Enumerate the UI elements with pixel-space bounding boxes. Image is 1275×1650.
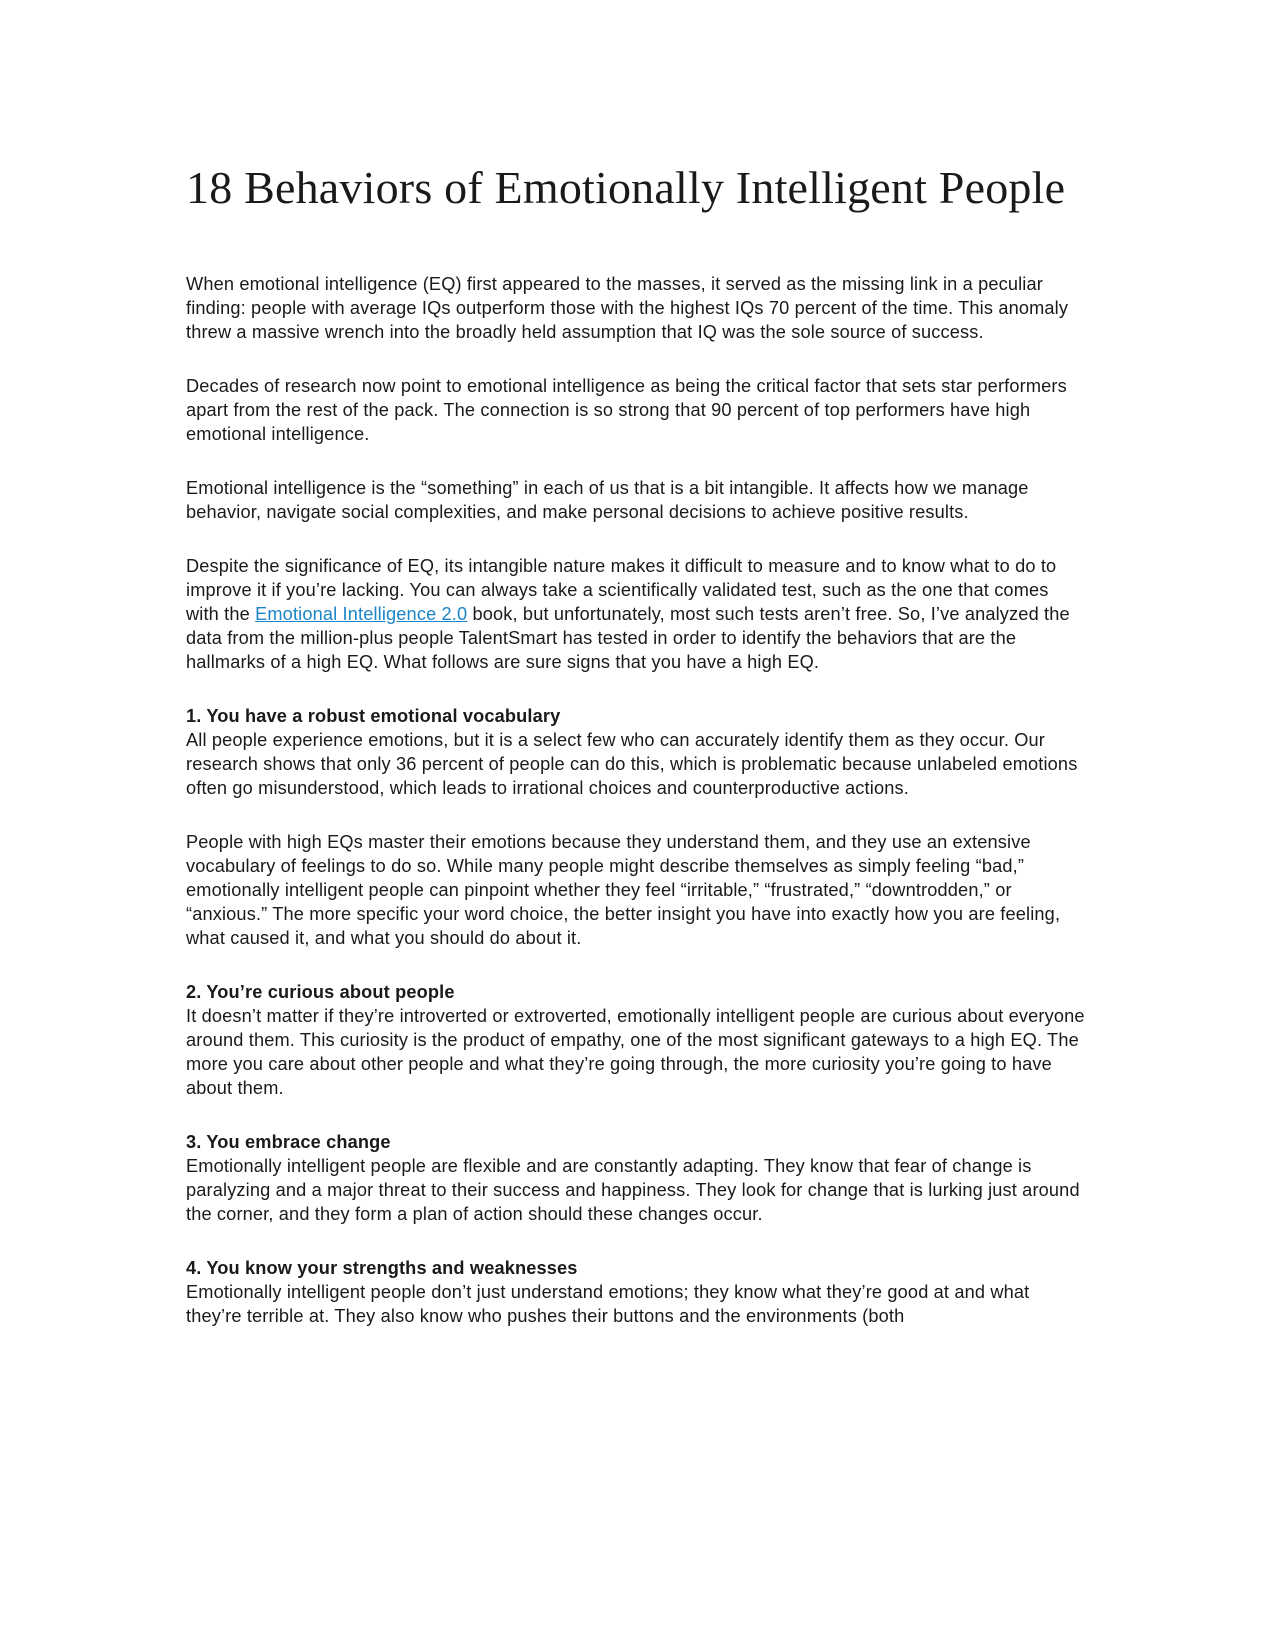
section-heading: 4. You know your strengths and weaknesses xyxy=(186,1258,578,1278)
intro-paragraph-1: When emotional intelligence (EQ) first appeared to the masses, it served as the missing link in a peculiar finding: people with average IQs outperform those with the highest IQs 70 percent of the time. This anomaly threw a massive wrench into the broadly held assumption that IQ was the sole source of success. xyxy=(186,274,1069,342)
section-heading: 3. You embrace change xyxy=(186,1132,391,1152)
intro-paragraph-4-text-before: Despite the significance of EQ, its intangible nature makes it difficult to measure and to know what to do to improve it if you’re lacking. You can always take a scientifically validated test, such as the one that comes with the xyxy=(186,556,1057,624)
intro-paragraph-2: Decades of research now point to emotional intelligence as being the critical factor that sets star performers apart from the rest of the pack. The connection is so strong that 90 percent of top performers have high emotional intelligence. xyxy=(186,376,1067,444)
section-2 xyxy=(186,980,1086,1100)
section-1 xyxy=(186,704,1086,950)
section-4 xyxy=(186,1256,1086,1328)
emotional-intelligence-book-link[interactable]: Emotional Intelligence 2.0 xyxy=(255,604,468,624)
document-title: 18 Behaviors of Emotionally Intelligent People xyxy=(186,162,1066,213)
section-paragraph: It doesn’t matter if they’re introverted or extroverted, emotionally intelligent people are curious about everyone around them. This curiosity is the product of empathy, one of the most significant gateways to a high EQ. The more you care about other people and what they’re going through, the more curiosity you’re going to have about them. xyxy=(186,1006,1085,1098)
section-paragraph: All people experience emotions, but it is a select few who can accurately identify them as they occur. Our research shows that only 36 percent of people can do this, which is problematic because unlabeled emotions often go misunderstood, which leads to irrational choices and counterproductive actions. xyxy=(186,730,1078,798)
intro-paragraph-4 xyxy=(186,554,1086,674)
section-3 xyxy=(186,1130,1086,1226)
intro-paragraph-4-text-after: book, but unfortunately, most such tests aren’t free. So, I’ve analyzed the data from the million-plus people TalentSmart has tested in order to identify the behaviors that are the hallmarks of a high EQ. What follows are sure signs that you have a high EQ. xyxy=(186,604,1070,672)
section-paragraph: Emotionally intelligent people are flexible and are constantly adapting. They know that fear of change is paralyzing and a major threat to their success and happiness. They look for change that is lurking just around the corner, and they form a plan of action should these changes occur. xyxy=(186,1156,1080,1224)
section-heading: 1. You have a robust emotional vocabulary xyxy=(186,706,561,726)
document-page xyxy=(186,160,1086,1358)
intro-paragraph-3: Emotional intelligence is the “something” in each of us that is a bit intangible. It affects how we manage behavior, navigate social complexities, and make personal decisions to achieve positive results. xyxy=(186,478,1029,522)
section-paragraph: People with high EQs master their emotions because they understand them, and they use an extensive vocabulary of feelings to do so. While many people might describe themselves as simply feeling “bad,” emotionally intelligent people can pinpoint whether they feel “irritable,” “frustrated,” “downtrodden,” or “anxious.” The more specific your word choice, the better insight you have into exactly how you are feeling, what caused it, and what you should do about it. xyxy=(186,832,1061,948)
section-paragraph: Emotionally intelligent people don’t just understand emotions; they know what they’re good at and what they’re terrible at. They also know who pushes their buttons and the environments (both xyxy=(186,1282,1030,1326)
section-heading: 2. You’re curious about people xyxy=(186,982,455,1002)
